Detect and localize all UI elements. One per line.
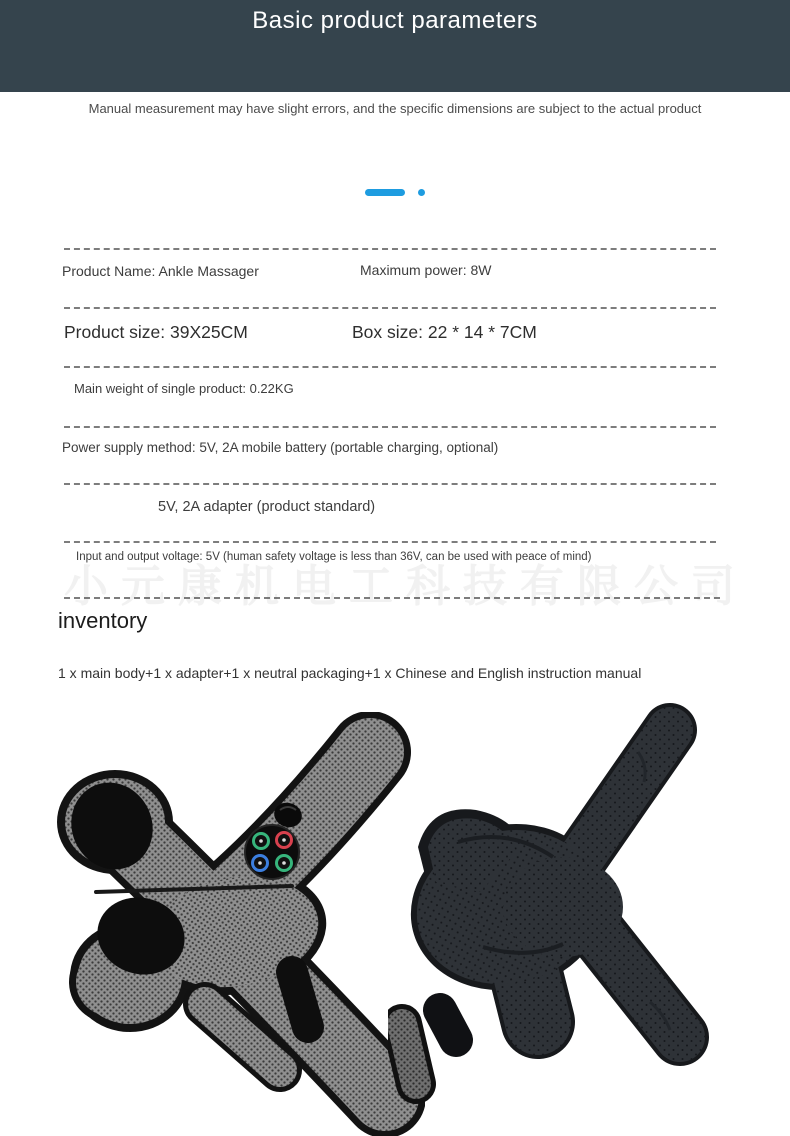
- product-photo-back-felt: [388, 692, 790, 1136]
- control-button-bottom-right[interactable]: [277, 856, 292, 871]
- spec-box-size: Box size: 22 * 14 * 7CM: [352, 322, 537, 342]
- spec-weight: Main weight of single product: 0.22KG: [74, 381, 294, 396]
- product-photo-front-mesh: [40, 712, 425, 1136]
- section-header: [0, 0, 790, 92]
- inventory-heading: inventory: [58, 608, 148, 633]
- spec-power-supply: Power supply method: 5V, 2A mobile battery (portable charging, optional): [62, 440, 499, 455]
- spec-io-voltage: Input and output voltage: 5V (human safety voltage is less than 36V, can be used with peace of mind): [76, 551, 592, 563]
- control-button-top-left[interactable]: [254, 834, 269, 849]
- accent-dot: [418, 189, 425, 196]
- spec-max-power: Maximum power: 8W: [360, 262, 492, 278]
- dashed-divider: [64, 426, 716, 428]
- dashed-divider: [64, 248, 716, 250]
- accent-dash: [365, 189, 405, 196]
- control-panel: [245, 825, 299, 879]
- felt-surface: [400, 730, 680, 1037]
- page-title: Basic product parameters: [252, 7, 538, 34]
- brand-watermark: 小元康机电工科技有限公司: [64, 562, 748, 611]
- dashed-divider: [64, 307, 716, 309]
- spec-product-name: Product Name: Ankle Massager: [62, 263, 259, 279]
- spec-adapter: 5V, 2A adapter (product standard): [158, 499, 376, 515]
- dashed-divider: [64, 597, 720, 599]
- measurement-notice: Manual measurement may have slight errors, and the specific dimensions are subject to the actual product: [88, 101, 702, 116]
- control-button-bottom-left[interactable]: [253, 856, 268, 871]
- control-button-top-right[interactable]: [277, 833, 292, 848]
- dashed-divider: [64, 541, 716, 543]
- inventory-contents: 1 x main body+1 x adapter+1 x neutral packaging+1 x Chinese and English instruction manual: [58, 665, 642, 681]
- stray-strap-tips: [402, 1010, 456, 1084]
- accent-divider: [0, 188, 790, 196]
- dashed-divider: [64, 483, 716, 485]
- dashed-divider: [64, 366, 716, 368]
- spec-product-size: Product size: 39X25CM: [64, 322, 248, 342]
